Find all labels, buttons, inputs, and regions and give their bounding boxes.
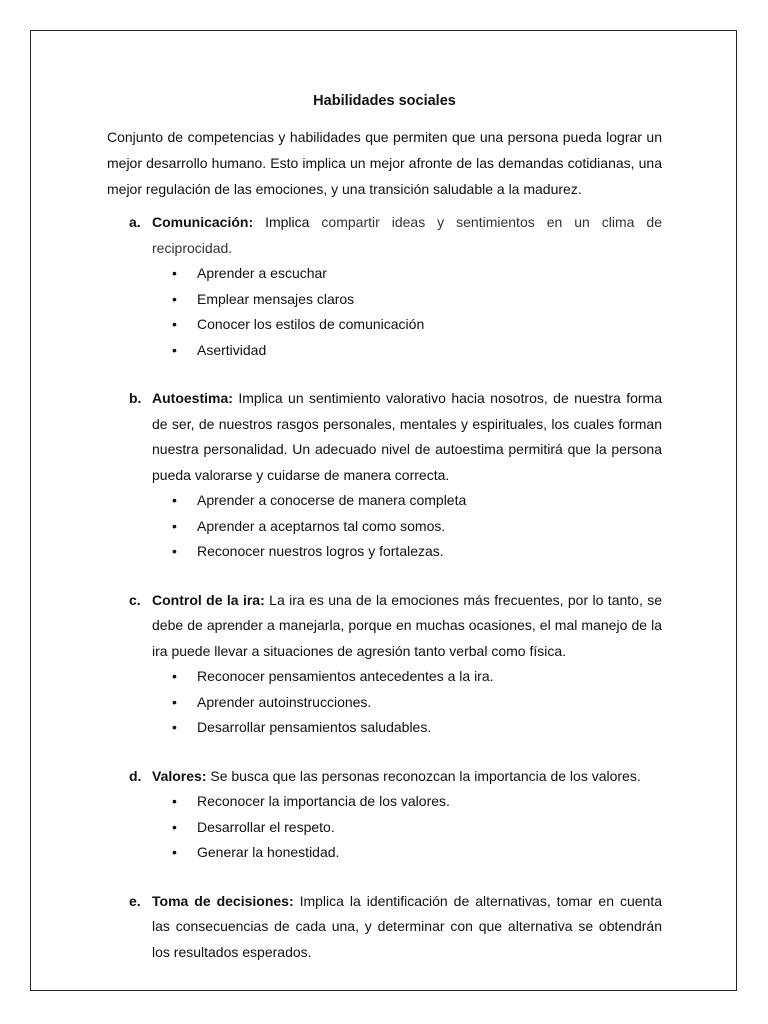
bullet-item [152,261,662,287]
bullet-item [152,539,662,565]
bullet-text: Desarrollar pensamientos saludables. [197,719,432,735]
bullet-text: Aprender a escuchar [197,265,327,281]
section-text: compartir ideas y sentimientos en un clima de reciprocidad. [152,214,662,256]
section-text: Se busca que las personas reconozcan la importancia de los valores. [210,767,641,784]
bullet-text: Aprender a conocerse de manera completa [197,492,467,508]
bullet-text: Asertividad [197,341,267,358]
bullet-item [152,287,662,313]
section-text: La ira es una de la emociones más frecuentes, por lo tanto, se debe de aprender a manejarla, porque en muchas ocasiones, el mal manejo de la ira puede llevar a situaciones de agresión tanto verbal como física. [152,591,663,659]
bullet-icon: • [172,543,177,559]
bullet-text: Emplear mensajes claros [197,290,355,307]
bullet-icon: • [172,793,177,809]
bullet-icon: • [172,290,177,307]
bullet-item [152,514,662,540]
bullet-item [152,840,662,866]
section-valores [107,764,662,866]
bullet-text: Reconocer pensamientos antecedentes a la ira. [197,668,494,684]
bullet-text: Reconocer nuestros logros y fortalezas. [197,543,444,559]
bullet-icon: • [172,265,177,281]
bullet-list [152,261,662,363]
bullet-text: Aprender autoinstrucciones. [197,693,372,710]
bullet-text: Desarrollar el respeto. [197,818,335,835]
bullet-icon: • [172,492,177,508]
bullet-item [152,664,662,690]
section-marker: b. [129,390,142,406]
bullet-list [152,488,662,565]
section-list [107,210,662,965]
bullet-icon: • [172,517,177,534]
section-autoestima [107,386,662,565]
bullet-list [152,664,662,741]
section-description [152,889,662,966]
section-toma-decisiones [107,889,662,966]
section-description [152,386,662,488]
section-marker: a. [129,214,141,230]
bullet-text: Conocer los estilos de comunicación [197,316,425,332]
bullet-icon: • [172,316,177,332]
section-comunicacion [107,210,662,363]
intro-paragraph: Conjunto de competencias y habilidades que permiten que una persona pueda lograr un mejor desarrollo humano. Esto implica un mejor afronte de las demandas cotidianas, una mejor regulación de las emociones, y una transición saludable a la madurez. [107,129,662,197]
section-lead: Implica [265,214,310,230]
bullet-item [152,715,662,741]
bullet-text: Generar la honestidad. [197,844,340,860]
section-marker: c. [129,591,141,608]
section-marker: d. [129,767,142,784]
document-content [107,91,662,965]
section-term: Valores: [152,767,207,784]
section-marker: e. [129,892,141,909]
document-title: Habilidades sociales [313,93,456,109]
section-term: Comunicación: [152,214,254,230]
bullet-icon: • [172,818,177,835]
bullet-icon: • [172,668,177,684]
section-description [152,588,662,665]
section-text: Implica la identificación de alternativas, tomar en cuenta las consecuencias de cada una, y determinar con que alternativa se obtendrán los resultados esperados. [152,892,663,960]
section-description [152,210,662,261]
bullet-icon: • [172,719,177,735]
section-term: Autoestima: [152,390,233,406]
section-term: Control de la ira: [152,591,265,608]
section-description [152,764,662,790]
document-page [30,30,737,991]
bullet-list [152,789,662,866]
bullet-item [152,338,662,364]
section-control-ira [107,588,662,741]
bullet-text: Reconocer la importancia de los valores. [197,793,450,809]
bullet-icon: • [172,341,177,358]
bullet-item [152,789,662,815]
bullet-text: Aprender a aceptarnos tal como somos. [197,517,446,534]
bullet-icon: • [172,844,177,860]
section-term: Toma de decisiones: [152,892,294,909]
section-text: Implica un sentimiento valorativo hacia nosotros, de nuestra forma de ser, de nuestros rasgos personales, mentales y espirituales, los cuales forman nuestra personalidad. Un adecuado nivel de autoestima permitirá que la persona pueda valorarse y cuidarse de manera correcta. [152,390,663,483]
bullet-item [152,312,662,338]
bullet-icon: • [172,693,177,710]
bullet-item [152,488,662,514]
bullet-item [152,815,662,841]
bullet-item [152,690,662,716]
